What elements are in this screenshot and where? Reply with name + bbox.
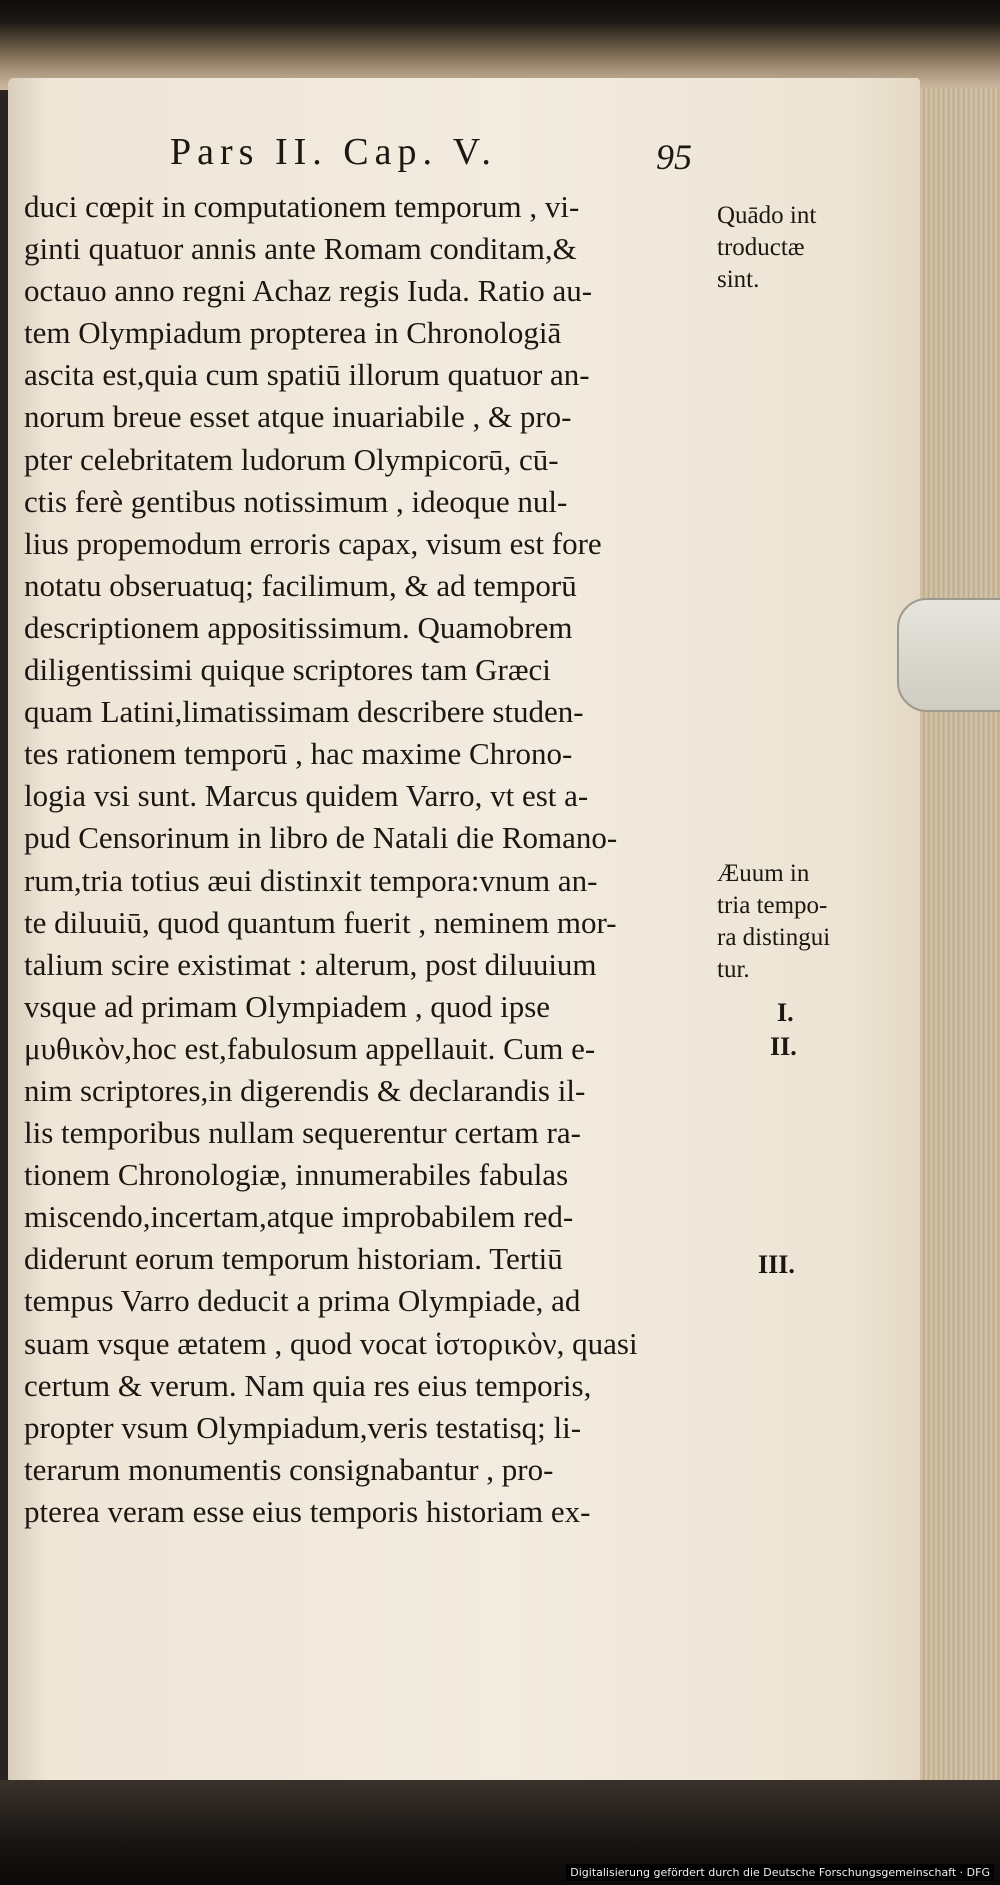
text-line: rum,tria totius æui distinxit tempora:vnum an- bbox=[24, 862, 598, 898]
marginal-numeral-1: I. bbox=[777, 998, 794, 1027]
text-line: duci cœpit in computationem temporum , vi- bbox=[24, 189, 580, 224]
marginal-note-aevum bbox=[717, 858, 830, 986]
body-text bbox=[24, 186, 714, 1533]
marginal-numeral-3: III. bbox=[758, 1250, 795, 1279]
page-clip-tab bbox=[897, 598, 1000, 712]
text-line: octauo anno regni Achaz regis Iuda. Ratio au- bbox=[24, 273, 593, 309]
marginal-note-line: sint. bbox=[717, 266, 760, 293]
text-line: diligentissimi quique scriptores tam Græci bbox=[24, 652, 551, 688]
marginal-numeral-2: II. bbox=[770, 1032, 797, 1061]
marginal-note-line: tur. bbox=[717, 956, 750, 983]
scan-top-edge bbox=[0, 0, 1000, 90]
text-line: μυθικὸν,hoc est,fabulosum appellauit. Cum e- bbox=[24, 1030, 596, 1066]
text-line: pter celebritatem ludorum Olympicorū, cū- bbox=[24, 441, 559, 477]
text-line: tes rationem temporū , hac maxime Chrono- bbox=[24, 736, 573, 772]
text-line: miscendo,incertam,atque improbabilem red- bbox=[24, 1199, 574, 1235]
text-line: ascita est,quia cum spatiū illorum quatuor an- bbox=[24, 357, 590, 393]
text-line: talium scire existimat : alterum, post diluuium bbox=[24, 946, 597, 982]
text-line: nim scriptores,in digerendis & declarandis il- bbox=[24, 1072, 586, 1108]
text-line: logia vsi sunt. Marcus quidem Varro, vt est a- bbox=[24, 778, 589, 814]
text-line: norum breue esset atque inuariabile , & pro- bbox=[24, 399, 572, 435]
text-line: terarum monumentis consignabantur , pro- bbox=[24, 1451, 554, 1487]
text-line: tempus Varro deducit a prima Olympiade, ad bbox=[24, 1283, 581, 1319]
text-line: vsque ad primam Olympiadem , quod ipse bbox=[24, 988, 551, 1024]
text-line: diderunt eorum temporum historiam. Tertiū bbox=[24, 1241, 563, 1277]
text-line: descriptionem appositissimum. Quamobrem bbox=[24, 609, 573, 645]
marginal-note-line: tria tempo- bbox=[717, 892, 828, 919]
text-line: tem Olympiadum propterea in Chronologiā bbox=[24, 315, 562, 351]
text-line: pud Censorinum in libro de Natali die Romano- bbox=[24, 820, 618, 856]
text-line: suam vsque ætatem , quod vocat ἱστορικὸν, quasi bbox=[24, 1325, 638, 1361]
text-line: certum & verum. Nam quia res eius temporis, bbox=[24, 1367, 592, 1403]
page-number: 95 bbox=[656, 137, 692, 177]
text-line: notatu obseruatuq; facilimum, & ad temporū bbox=[24, 567, 577, 603]
text-line: pterea veram esse eius temporis historiam ex- bbox=[24, 1493, 591, 1529]
text-line: lis temporibus nullam sequerentur certam ra- bbox=[24, 1115, 581, 1151]
marginal-note-introduction bbox=[717, 200, 816, 296]
digitization-credit: Digitalisierung gefördert durch die Deutsche Forschungsgemeinschaft · DFG bbox=[566, 1864, 994, 1881]
text-line: quam Latini,limatissimam describere studen- bbox=[24, 694, 584, 730]
text-line: ctis ferè gentibus notissimum , ideoque nul- bbox=[24, 483, 568, 519]
text-line: te diluuiū, quod quantum fuerit , neminem mor- bbox=[24, 904, 617, 940]
marginal-note-line: troductæ bbox=[717, 234, 805, 261]
text-line: tionem Chronologiæ, innumerabiles fabulas bbox=[24, 1157, 569, 1193]
book-fore-edge bbox=[920, 88, 1000, 1788]
text-line: ginti quatuor annis ante Romam conditam,& bbox=[24, 231, 577, 267]
marginal-note-line: Æuum in bbox=[717, 860, 810, 887]
running-head: Pars II. Cap. V. bbox=[170, 131, 497, 173]
text-line: lius propemodum erroris capax, visum est fore bbox=[24, 525, 602, 561]
marginal-note-line: Quādo int bbox=[717, 202, 817, 229]
text-line: propter vsum Olympiadum,veris testatisq; li- bbox=[24, 1409, 582, 1445]
marginal-note-line: ra distingui bbox=[717, 924, 831, 951]
